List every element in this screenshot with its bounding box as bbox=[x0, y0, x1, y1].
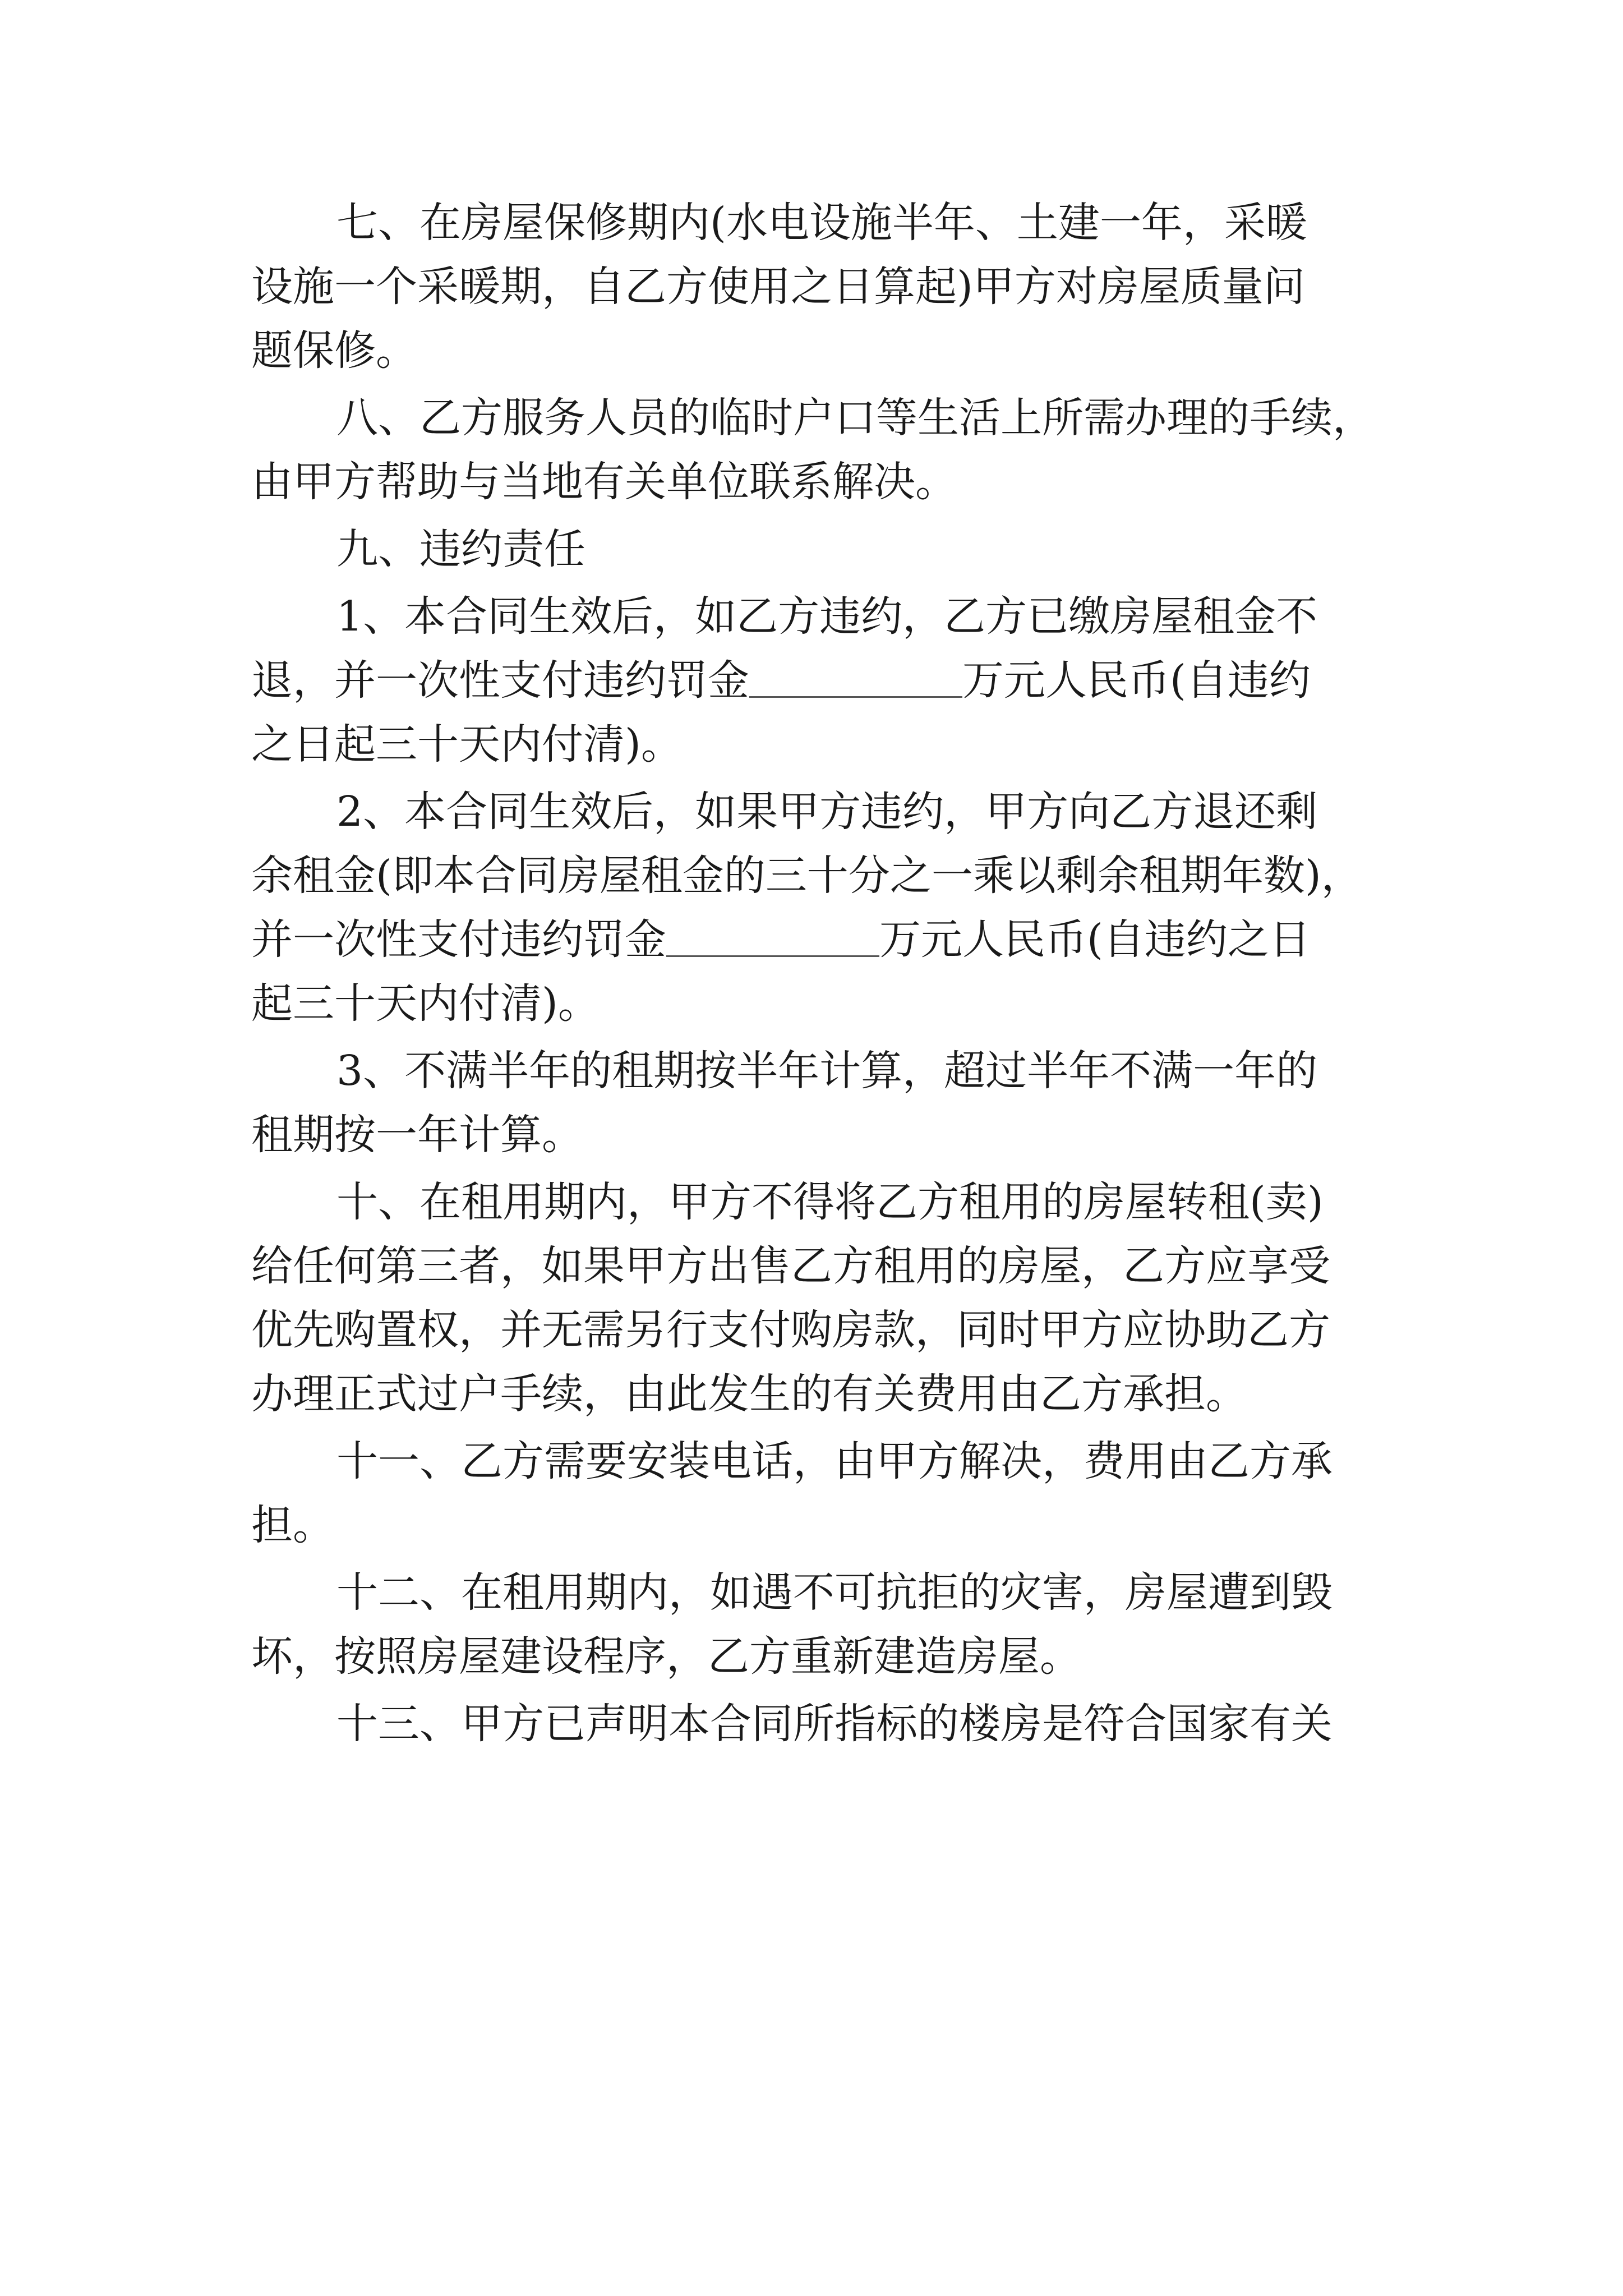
clause-13-line-1: 十三、甲方已声明本合同所指标的楼房是符合国家有关 bbox=[336, 1700, 1332, 1748]
clause-9-2-line-4: 起三十天内付清)。 bbox=[251, 979, 600, 1028]
document-body bbox=[251, 191, 1373, 1756]
clause-11-line-1: 十一、乙方需要安装电话，由甲方解决，费用由乙方承 bbox=[336, 1437, 1332, 1485]
clause-8-line-2: 由甲方帮助与当地有关单位联系解决。 bbox=[251, 458, 957, 506]
clause-9-3-line-1: 3、不满半年的租期按半年计算，超过半年不满一年的 bbox=[336, 1047, 1318, 1095]
clause-7-line-3: 题保修。 bbox=[251, 326, 417, 375]
clause-10-line-1: 十、在租用期内，甲方不得将乙方租用的房屋转租(卖) bbox=[336, 1178, 1324, 1226]
clause-7-line-1: 七、在房屋保修期内(水电设施半年、土建一年，采暖 bbox=[336, 199, 1307, 247]
clause-9-1-line-2 bbox=[251, 648, 1373, 712]
clause-8-line-1: 八、乙方服务人员的临时户口等生活上所需办理的手续， bbox=[336, 394, 1374, 442]
clause-10-line-3: 优先购置权，并无需另行支付购房款，同时甲方应协助乙方 bbox=[251, 1306, 1330, 1354]
clause-7-line-2: 设施一个采暖期，自乙方使用之日算起)甲方对房屋质量问 bbox=[251, 263, 1305, 311]
penalty-amount-blank-2 bbox=[666, 916, 879, 957]
clause-9-3-line-2: 租期按一年计算。 bbox=[251, 1111, 583, 1159]
clause-10-line-2: 给任何第三者，如果甲方出售乙方租用的房屋，乙方应享受 bbox=[251, 1242, 1330, 1290]
clause-9-2-line-3 bbox=[251, 908, 1373, 972]
clause-12-line-2: 坏，按照房屋建设程序，乙方重新建造房屋。 bbox=[251, 1632, 1081, 1681]
clause-9-heading: 九、违约责任 bbox=[336, 525, 585, 573]
penalty-amount-blank-1 bbox=[749, 657, 962, 698]
penalty-suffix-2: 万元人民币(自违约之日 bbox=[879, 915, 1311, 964]
clause-9-2-line-1: 2、本合同生效后，如果甲方违约，甲方向乙方退还剩 bbox=[336, 788, 1318, 836]
clause-9-2-line-2: 余租金(即本合同房屋租金的三十分之一乘以剩余租期年数)， bbox=[251, 852, 1363, 900]
clause-10-line-4: 办理正式过户手续，由此发生的有关费用由乙方承担。 bbox=[251, 1370, 1247, 1418]
penalty-suffix-1: 万元人民币(自违约 bbox=[962, 656, 1311, 705]
clause-9-1-line-1: 1、本合同生效后，如乙方违约，乙方已缴房屋租金不 bbox=[336, 592, 1318, 641]
clause-9-1-line-3: 之日起三十天内付清)。 bbox=[251, 720, 683, 769]
clause-11-line-2: 担。 bbox=[251, 1501, 334, 1549]
clause-12-line-1: 十二、在租用期内，如遇不可抗拒的灾害，房屋遭到毁 bbox=[336, 1568, 1332, 1617]
penalty-prefix-2: 并一次性支付违约罚金 bbox=[251, 915, 666, 964]
penalty-prefix-1: 退，并一次性支付违约罚金 bbox=[251, 656, 749, 705]
